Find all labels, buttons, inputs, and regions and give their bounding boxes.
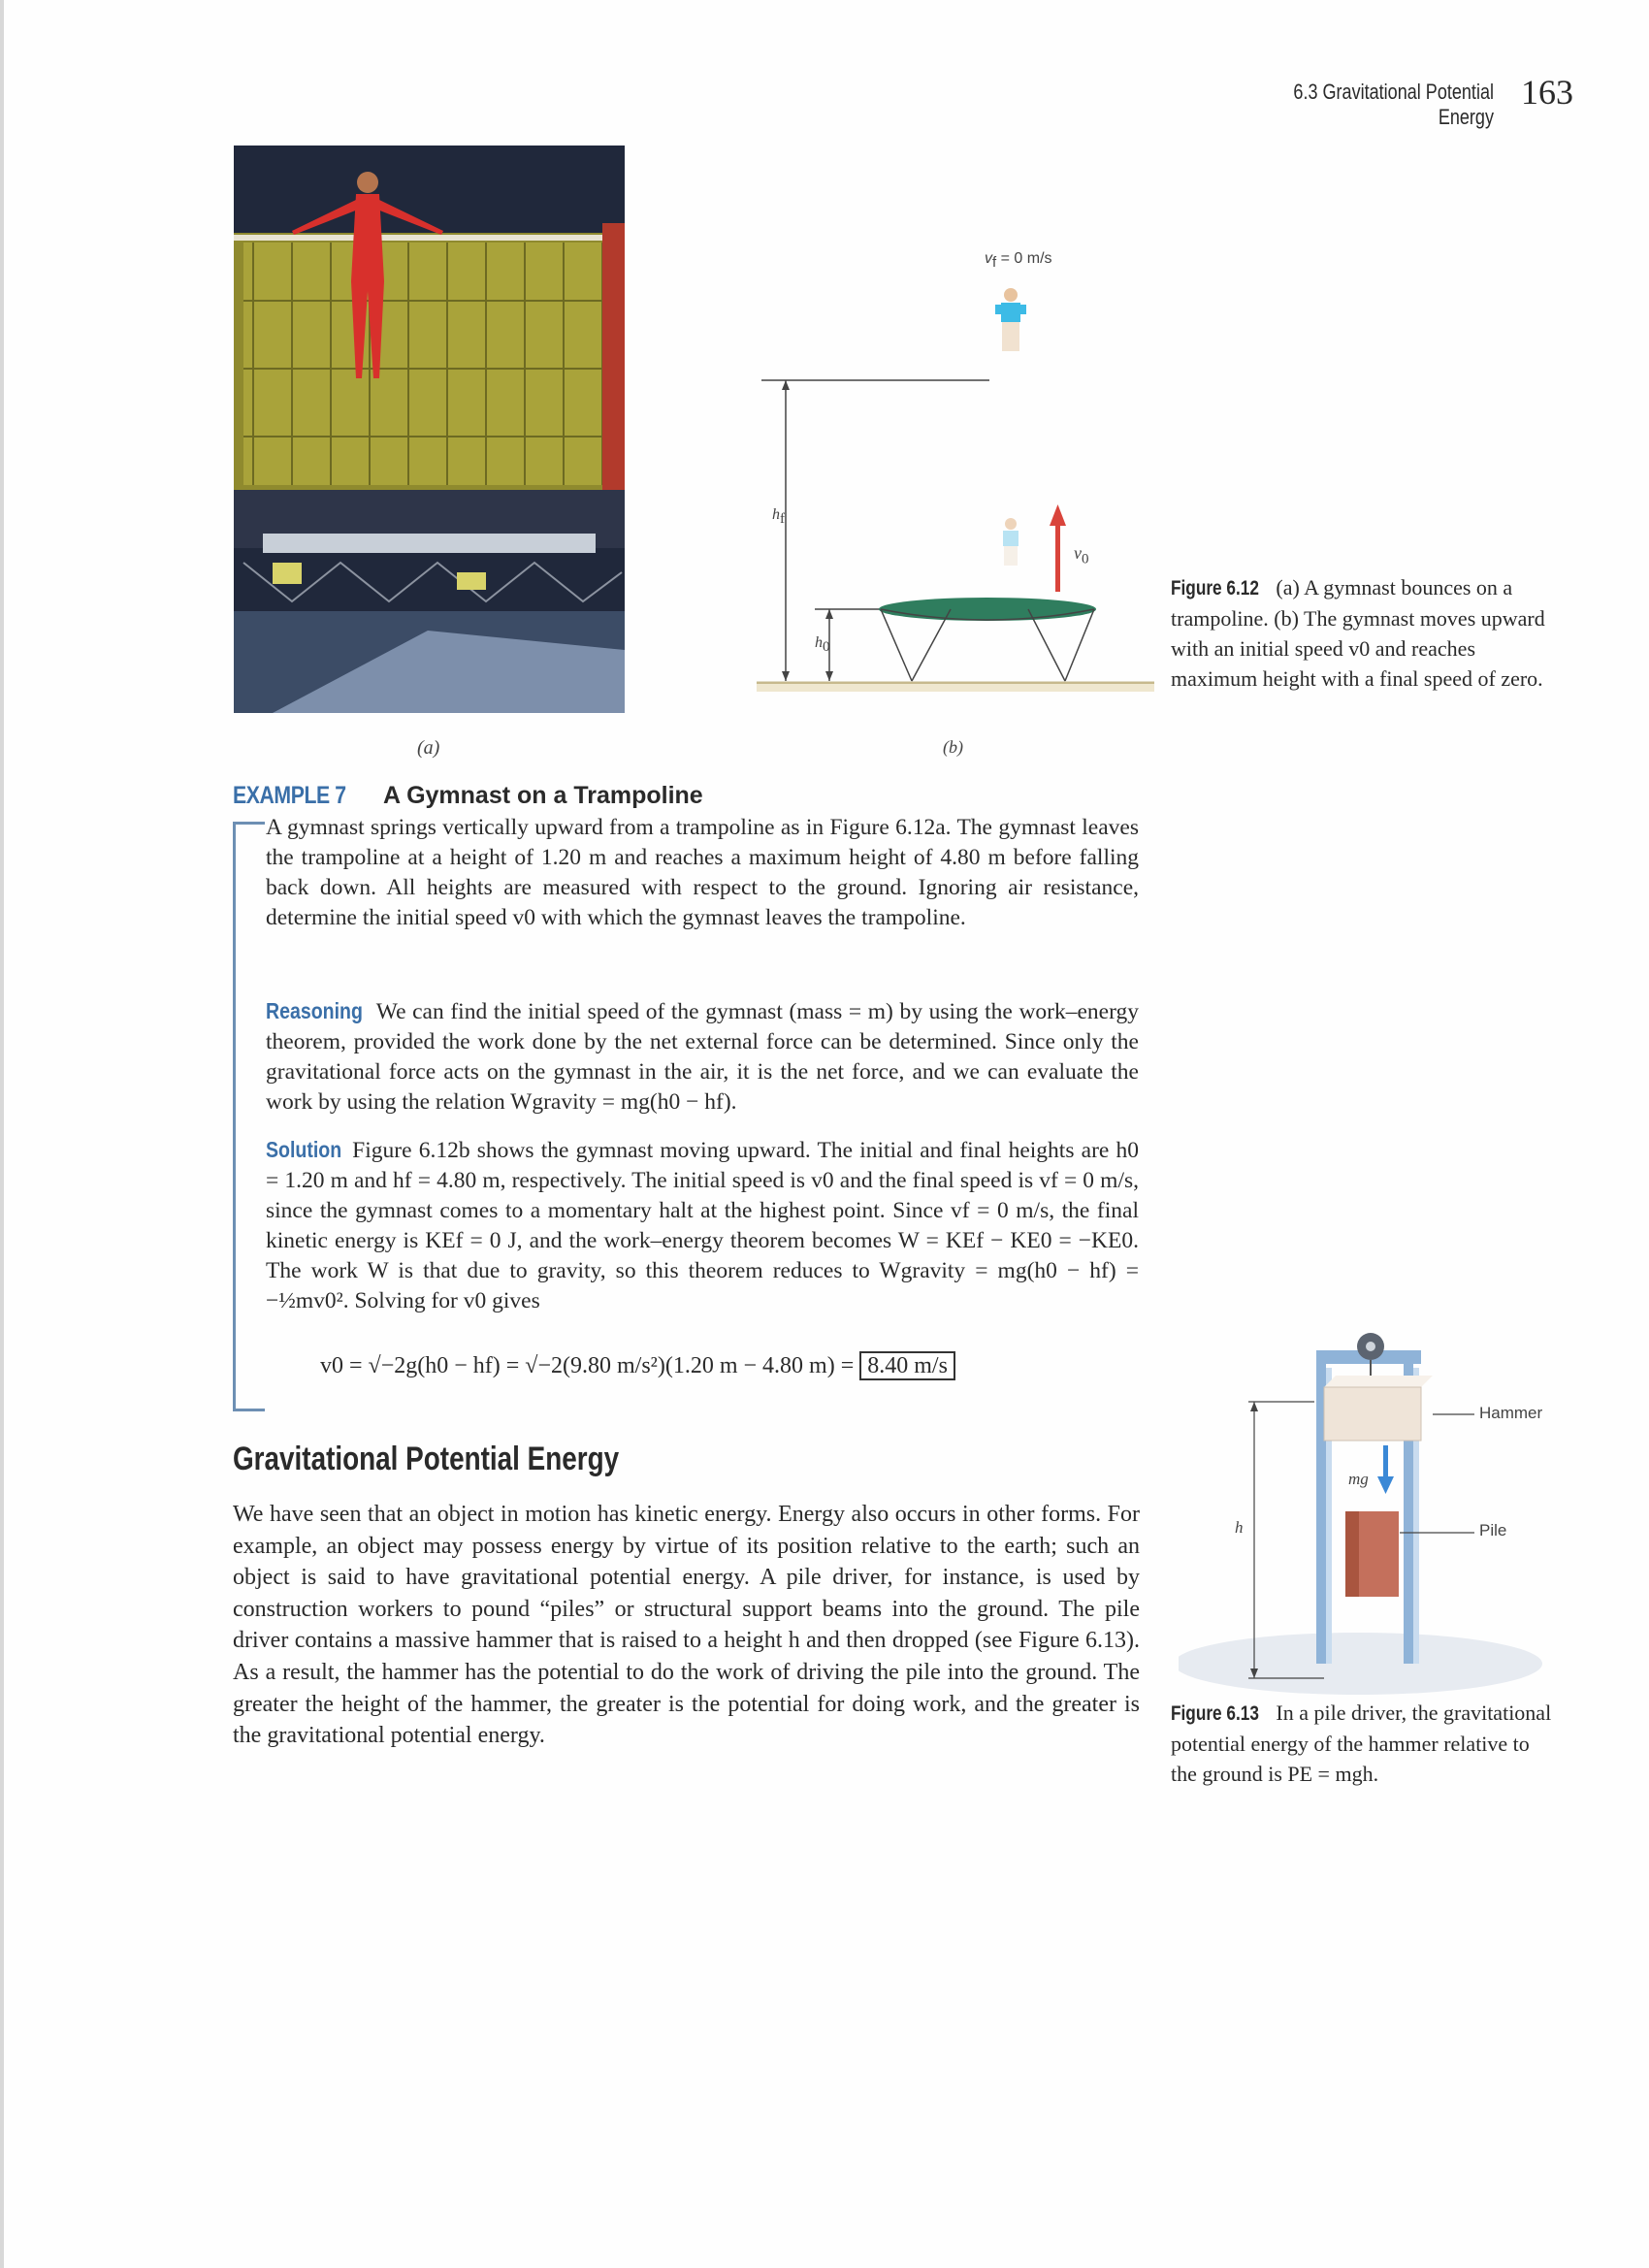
gymnast-photo-illustration — [234, 146, 625, 713]
figure-6-12-caption — [1171, 572, 1559, 694]
figure-6-12-caption-text: (a) A gymnast bounces on a trampoline. (b) The gymnast moves upward with an initial speed v0 and reaches maximum height with a final speed of zero. — [1171, 575, 1545, 691]
page-number: 163 — [1521, 73, 1573, 112]
solution-equation — [320, 1353, 955, 1379]
section-title: Gravitational Potential Energy — [233, 1441, 620, 1477]
reasoning-label: Reasoning — [266, 998, 363, 1023]
figure-6-12-a-label: (a) — [417, 737, 440, 759]
example-bracket — [233, 822, 265, 1411]
example-solution — [266, 1135, 1139, 1316]
figure-6-13-caption-text: In a pile driver, the gravitational potential energy of the hammer relative to the ground is PE = mgh. — [1171, 1701, 1552, 1786]
equation-lhs: v0 = √−2g(h0 − hf) = √−2(9.80 m/s²)(1.20 m − 4.80 m) = — [320, 1353, 855, 1378]
gymnast-photo — [234, 146, 625, 713]
solution-text: Figure 6.12b shows the gymnast moving upward. The initial and final heights are h0 = 1.20 m and hf = 4.80 m, respectively. The initial speed is v0 and the final speed is vf = 0 m/s, since the gymnast comes to a momentary halt at the highest point. Since vf = 0 m/s, the final kinetic energy is KEf = 0 J, and the work–energy theorem becomes W = KEf − KE0 = −KE0. The work W is that due to gravity, so this theorem reduces to Wgravity = mg(h0 − hf) = −½mv0². Solving for v0 gives — [266, 1138, 1140, 1313]
h0-label: $h_0$ — [815, 634, 830, 656]
pile-label: Pile — [1479, 1521, 1507, 1539]
solution-label: Solution — [266, 1137, 342, 1162]
example-title: A Gymnast on a Trampoline — [383, 782, 703, 809]
hammer-label: Hammer — [1479, 1404, 1543, 1422]
mg-label: mg — [1348, 1470, 1369, 1488]
gymnast-bottom-figure — [1003, 518, 1018, 566]
figure-6-12-caption-label: Figure 6.12 — [1171, 577, 1259, 599]
vf-label: $v_f = 0$ m/s — [985, 250, 1052, 272]
reasoning-text: We can find the initial speed of the gymnast (mass = m) by using the work–energy theorem, provided the work done by the net external force can be determined. Since only the gravitational force acts on the gymnast in the air, it is the net force, and we can evaluate the work by using the relation Wgravity = mg(h0 − hf). — [266, 999, 1140, 1115]
answer-box: 8.40 m/s — [859, 1351, 955, 1380]
example-label: EXAMPLE 7 — [233, 782, 346, 809]
v0-label: $v_0$ — [1074, 543, 1089, 567]
example-problem: A gymnast springs vertically upward from a trampoline as in Figure 6.12a. The gymnast leaves the trampoline at a height of 1.20 m and reaches a maximum height of 4.80 m before falling back down. All heights are measured with respect to the ground. Ignoring air resistance, determine the initial speed v0 with which the gymnast leaves the trampoline. — [266, 815, 1139, 930]
trampoline-diagram — [747, 243, 1154, 708]
pile-driver-diagram — [1179, 1290, 1576, 1698]
figure-6-13-caption — [1171, 1698, 1559, 1789]
page-edge-shadow — [0, 0, 4, 2268]
gymnast-top-figure — [995, 288, 1026, 351]
example-reasoning — [266, 996, 1139, 1118]
h-label: h — [1235, 1518, 1244, 1537]
running-head-section: 6.3 Gravitational Potential Energy — [1293, 80, 1494, 129]
section-body: We have seen that an object in motion has kinetic energy. Energy also occurs in other forms. For example, an object may possess energy by virtue of its position relative to the earth; such an object is said to have gravitational potential energy. A pile driver, for instance, is used by construction workers to pound “piles” or structural support beams into the ground. The pile driver contains a massive hammer that is raised to a height h and then dropped (see Figure 6.13). As a result, the hammer has the potential to do the work of driving the pile into the ground. The greater the height of the hammer, the greater is the potential for doing work, and the greater is the gravitational potential energy. — [233, 1502, 1140, 1749]
trampoline-diagram-svg — [747, 243, 1154, 708]
example-heading — [233, 782, 703, 810]
running-head — [1203, 80, 1494, 130]
pile-driver-svg — [1179, 1290, 1576, 1698]
figure-6-13-caption-label: Figure 6.13 — [1171, 1702, 1259, 1725]
hf-label: $h_f$ — [772, 506, 785, 528]
figure-6-12-b-label: (b) — [943, 737, 963, 757]
